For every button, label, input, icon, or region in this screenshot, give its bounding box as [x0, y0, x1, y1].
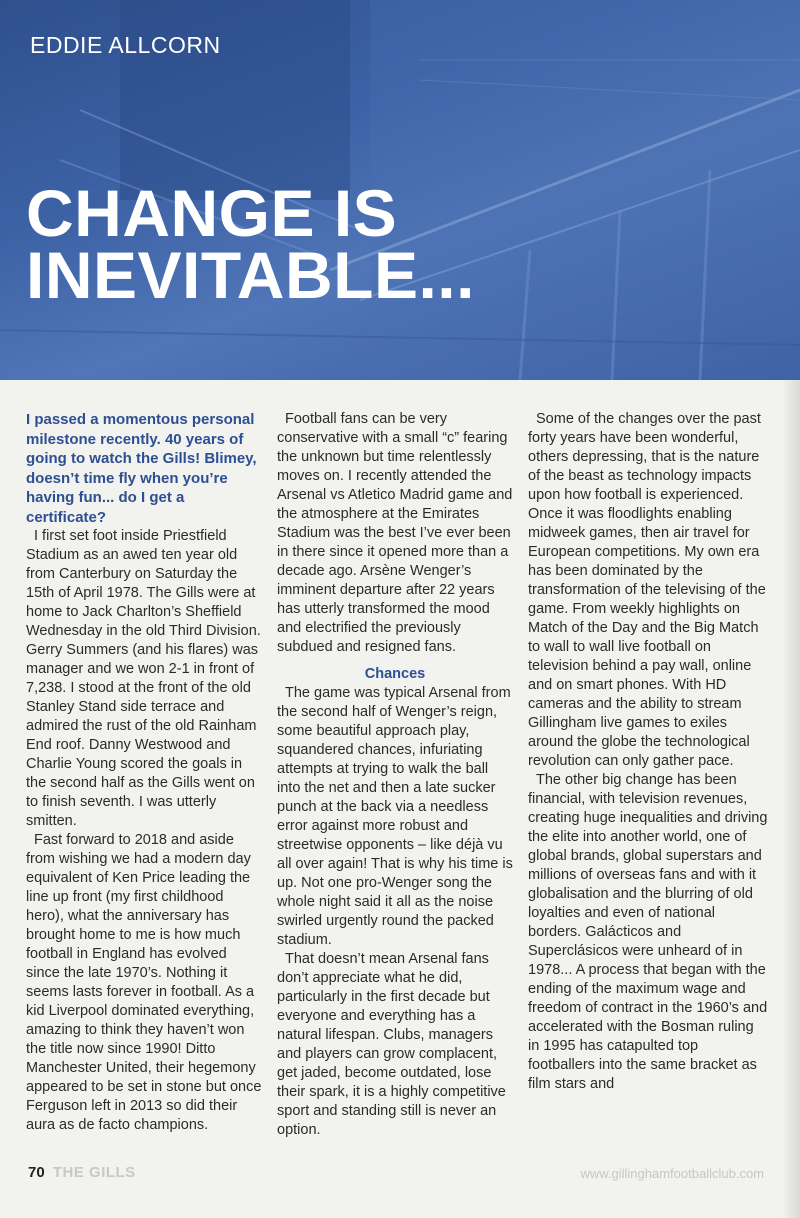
- hero-banner: [0, 0, 800, 380]
- article-column-1: [26, 410, 262, 1135]
- article-column-2: [277, 410, 513, 1140]
- magazine-name: THE GILLS: [52, 1164, 136, 1181]
- page-footer-left: [28, 1164, 136, 1181]
- paragraph: I first set foot inside Priestfield Stadium as an awed ten year old from Canterbury on Saturday the 15th of April 1978. The Gills were at home to Jack Charlton’s Sheffield Wednesday in the old Third Division. Gerry Summers (and his flares) was manager and we won 2-1 in front of 7,238. I stood at the front of the old Stanley Stand side terrace and admired the rust of the old Rainham End roof. Danny Westwood and Charlie Young scored the goals in the second half as the Gills went on to finish seventh. I was utterly smitten.: [26, 528, 261, 829]
- paragraph: Football fans can be very conservative with a small “c” fearing the unknown but time relentlessly moves on. I recently attended the Arsenal vs Atletico Madrid game and the atmosphere at the Emirates Stadium was the best I’ve ever been in there since it opened more than a decade ago. Arsène Wenger’s imminent departure after 22 years has utterly transformed the mood and electrified the previously subdued and resigned fans.: [277, 411, 513, 655]
- headline-line-2: INEVITABLE...: [26, 238, 475, 312]
- paragraph: The other big change has been financial, with television revenues, creating huge inequalities and driving the elite into another world, one of global brands, global superstars and millions of overseas fans and with it globalisation and the blurring of old loyalties and even of national borders. Galácticos and Superclásicos were unheard of in 1978... A process that began with the ending of the maximum wage and freedom of contract in the 1960’s and accelerated with the Bosman ruling in 1995 has catapulted top footballers into the same bracket as film stars and: [528, 772, 768, 1092]
- paragraph: Some of the changes over the past forty years have been wonderful, others depressing, that is the nature of the beast as technology impacts upon how football is experienced. Once it was floodlights enabling midweek games, then air travel for European competitions. My own era has been dominated by the transformation of the televising of the game. From weekly highlights on Match of the Day and the Big Match to wall to wall live football on television behind a pay wall, online and on smart phones. With HD cameras and the ability to stream Gillingham live games to exiles around the globe the technological revolution can only gather pace.: [528, 411, 766, 769]
- paragraph: The game was typical Arsenal from the second half of Wenger’s reign, some beautiful approach play, squandered chances, infuriating attempts at trying to walk the ball into the net and then a late sucker punch at the back via a needless error against more robust and streetwise opponents – like déjà vu all over again! That is why his time is up. Not one pro-Wenger song the whole night said it all as the noise swirled urgently round the packed stadium.: [277, 685, 513, 948]
- article-column-3: [528, 410, 768, 1094]
- lead-paragraph: I passed a momentous personal milestone recently. 40 years of going to watch the Gills! Blimey, doesn’t time fly when you’re having fun... do I get a certificate?: [26, 411, 257, 526]
- subheading: Chances: [364, 666, 426, 682]
- article-headline: [26, 176, 475, 312]
- page-edge-shadow: [782, 380, 800, 1218]
- author-name: EDDIE ALLCORN: [30, 32, 221, 58]
- page-number: 70: [28, 1164, 45, 1181]
- website-url: www.gillinghamfootballclub.com: [580, 1166, 764, 1181]
- paragraph: Fast forward to 2018 and aside from wishing we had a modern day equivalent of Ken Price leading the line up front (my first childhood hero), what the anniversary has brought home to me is how much football in England has evolved since the late 1970’s. Nothing it seems lasts forever in football. As a kid Liverpool dominated everything, amazing to think they haven’t won the title now since 1990! Ditto Manchester United, their hegemony appeared to be set in stone but once Ferguson left in 2013 so did their aura as de facto champions.: [26, 832, 262, 1133]
- headline-line-1: CHANGE IS: [26, 176, 398, 250]
- paragraph: That doesn’t mean Arsenal fans don’t appreciate what he did, particularly in the first decade but everyone and everything has a natural lifespan. Clubs, managers and players can grow complacent, get jaded, become outdated, lose their spark, it is a highly competitive sport and standing still is never an option.: [277, 951, 506, 1138]
